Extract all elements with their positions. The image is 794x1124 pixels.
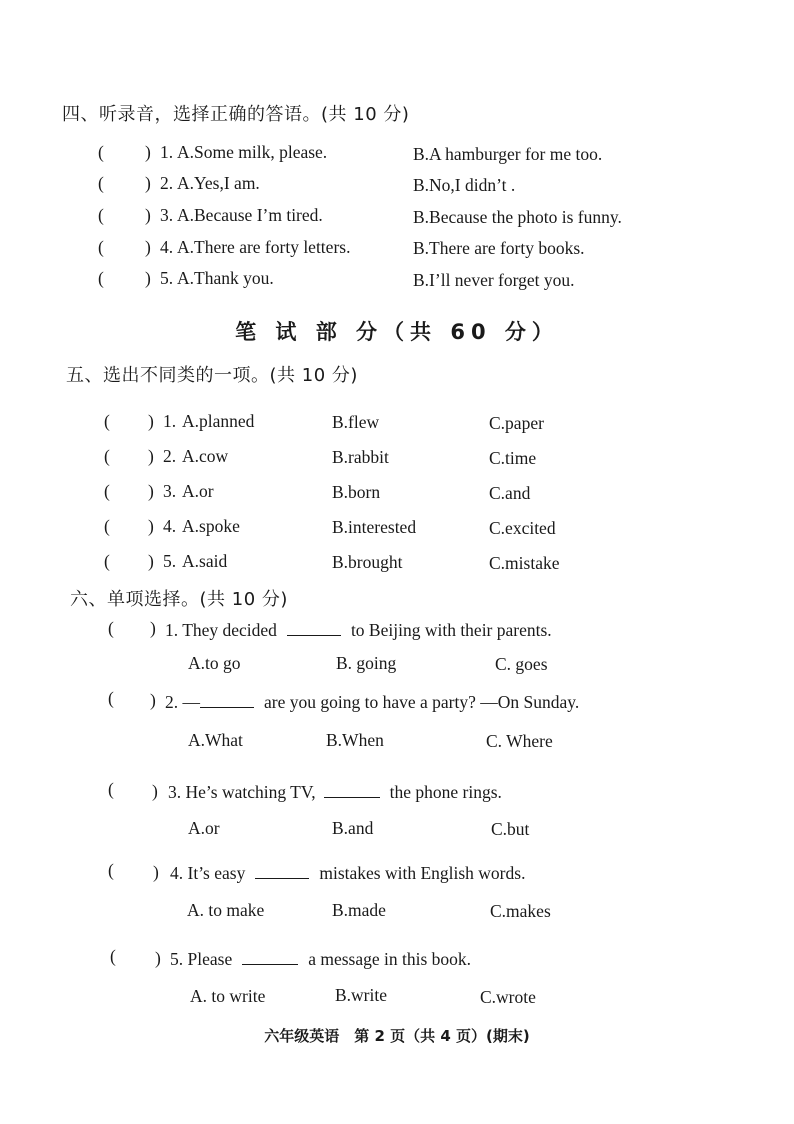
option-a: A. to make [187,900,265,920]
option-b: B.There are forty books. [413,238,585,258]
option-a: A.Because I’m tired. [177,205,323,225]
option-a: A.Thank you. [177,268,274,288]
answer-paren-open: ( [98,173,104,193]
option-c: C.time [489,448,537,468]
option-b: B.and [332,818,374,838]
question-stem [165,620,552,641]
option-b: B.made [332,900,386,920]
question-number: 5. [160,268,174,288]
option-a: A.or [188,818,220,838]
question-stem [170,863,525,884]
answer-paren-close: ) [148,516,154,536]
written-part-title: 笔 试 部 分（共 60 分） [235,320,559,344]
option-a: A.What [188,730,243,750]
option-b: B.When [326,730,384,750]
answer-paren-open: ( [98,142,104,162]
question-number: 5. [163,551,177,571]
option-c: C.wrote [480,987,536,1007]
answer-paren-close: ) [152,781,158,801]
option-a: A.cow [182,446,229,466]
answer-paren-close: ) [145,142,151,162]
question-text-after: are you going to have a party? —On Sunday. [264,692,580,712]
answer-paren-open: ( [108,618,114,638]
answer-paren-open: ( [104,411,110,431]
option-b: B.Because the photo is funny. [413,207,622,227]
option-b: B.flew [332,412,380,432]
option-a: A.Some milk, please. [177,142,328,162]
question-number: 1. [160,142,174,162]
question-number: 3. [160,205,174,225]
option-b: B.brought [332,552,403,572]
question-stem [168,782,502,803]
answer-paren-open: ( [110,946,116,966]
section-4-heading: 四、听录音，选择正确的答语。(共 10 分) [62,104,410,125]
question-number: 5. [170,949,184,969]
section-5-heading: 五、选出不同类的一项。(共 10 分) [66,365,358,386]
answer-blank [324,783,380,798]
answer-paren-open: ( [108,860,114,880]
answer-paren-open: ( [98,237,104,257]
question-number: 2. [165,692,179,712]
answer-blank [287,621,341,636]
answer-paren-close: ) [153,862,159,882]
answer-paren-close: ) [148,411,154,431]
option-a: A.or [182,481,214,501]
answer-blank [255,864,309,879]
question-text-before: Please [187,949,233,969]
option-c: C. goes [495,654,548,674]
question-number: 1. [165,620,179,640]
answer-paren-open: ( [104,516,110,536]
option-c: C.excited [489,518,556,538]
answer-paren-open: ( [98,268,104,288]
question-number: 2. [160,173,174,193]
answer-paren-close: ) [148,481,154,501]
option-c: C.paper [489,413,544,433]
question-text-after: mistakes with English words. [319,863,526,883]
option-a: A.spoke [182,516,240,536]
question-text-after: the phone rings. [389,782,502,802]
answer-paren-close: ) [155,948,161,968]
answer-paren-open: ( [104,481,110,501]
answer-paren-open: ( [108,688,114,708]
option-b: B.No,I didn’t . [413,175,516,195]
option-a: A. to write [190,986,266,1006]
question-number: 4. [170,863,184,883]
question-number: 1. [163,411,177,431]
question-number: 4. [163,516,177,536]
option-b: B.I’ll never forget you. [413,270,575,290]
question-text-before: — [182,692,200,712]
answer-blank [242,950,298,965]
option-a: A.Yes,I am. [177,173,260,193]
answer-paren-close: ) [148,551,154,571]
option-b: B. going [336,653,397,673]
question-text-before: He’s watching TV, [185,782,316,802]
option-a: A.said [182,551,228,571]
question-stem [165,692,579,713]
answer-paren-close: ) [145,268,151,288]
question-text-after: to Beijing with their parents. [350,620,552,640]
option-b: B.interested [332,517,417,537]
answer-paren-close: ) [145,237,151,257]
option-a: A.There are forty letters. [177,237,351,257]
question-text-before: It’s easy [187,863,246,883]
option-b: B.write [335,985,388,1005]
question-number: 4. [160,237,174,257]
option-b: B.A hamburger for me too. [413,144,603,164]
option-a: A.to go [188,653,241,673]
option-c: C.mistake [489,553,560,573]
question-number: 3. [168,782,182,802]
question-text-before: They decided [182,620,277,640]
option-b: B.born [332,482,381,502]
answer-paren-open: ( [104,551,110,571]
option-a: A.planned [182,411,255,431]
answer-paren-close: ) [145,205,151,225]
option-c: C.and [489,483,531,503]
answer-paren-close: ) [145,173,151,193]
page-footer: 六年级英语 第 2 页（共 4 页）(期末) [264,1027,530,1045]
answer-paren-open: ( [104,446,110,466]
answer-paren-open: ( [108,779,114,799]
question-number: 3. [163,481,177,501]
question-text-after: a message in this book. [308,949,472,969]
option-c: C.makes [490,901,551,921]
question-number: 2. [163,446,177,466]
option-b: B.rabbit [332,447,389,467]
answer-paren-close: ) [150,690,156,710]
answer-paren-close: ) [150,618,156,638]
answer-paren-close: ) [148,446,154,466]
question-stem [170,949,471,970]
option-c: C.but [491,819,530,839]
answer-paren-open: ( [98,205,104,225]
section-6-heading: 六、单项选择。(共 10 分) [70,589,288,610]
answer-blank [200,693,254,708]
option-c: C. Where [486,731,553,751]
